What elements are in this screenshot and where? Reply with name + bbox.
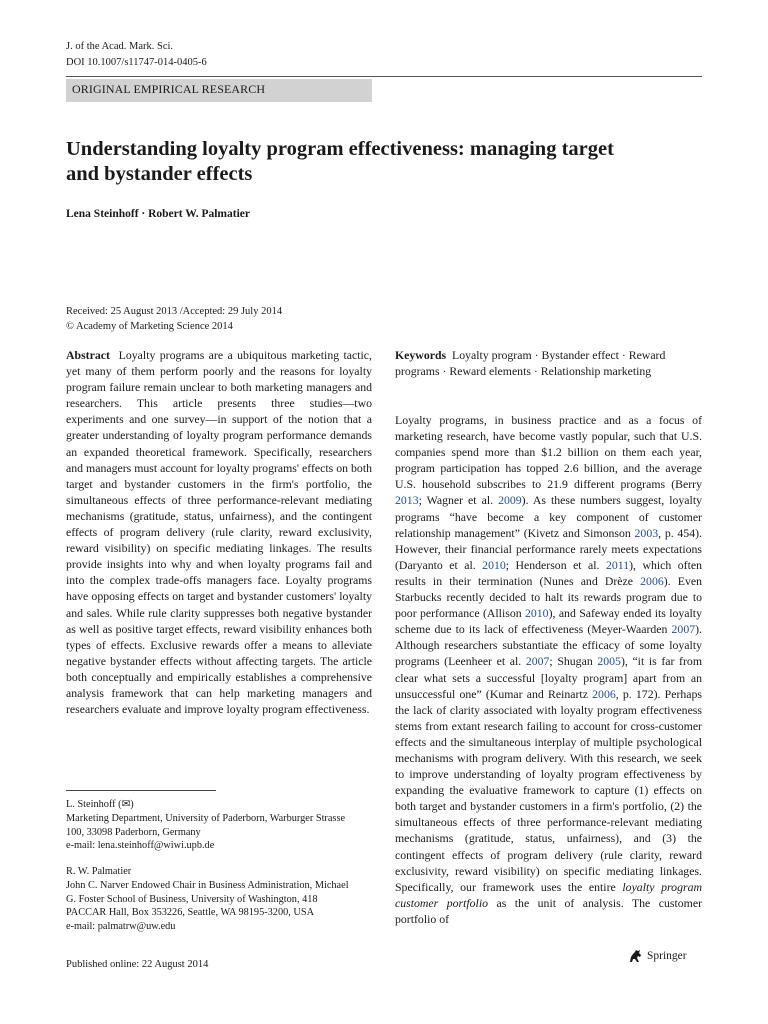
intro-text: ). Even Starbucks recently decided to halt its rewards program due to poor performance (Allison <box>395 573 702 621</box>
citation-link[interactable]: 2013 <box>395 493 419 508</box>
copyright-icon: © <box>66 321 74 332</box>
affiliation-steinhoff <box>66 798 345 853</box>
doi[interactable]: DOI 10.1007/s11747-014-0405-6 <box>66 57 207 68</box>
springer-horse-icon <box>628 949 644 963</box>
intro-text: ), which often results in their termination (Nunes and Drèze <box>395 557 702 588</box>
header-rule <box>66 76 702 77</box>
citation-link[interactable]: 2007 <box>525 654 550 669</box>
citation-link[interactable]: 2011 <box>605 557 630 572</box>
citation-link[interactable]: 2006 <box>640 573 664 588</box>
keywords-text: Loyalty program · Bystander effect · Reward programs · Reward elements · Relationship marketing <box>395 348 666 379</box>
intro-text: ; Henderson et al. <box>505 557 606 572</box>
citation-link[interactable]: 2005 <box>597 654 621 669</box>
section-label: ORIGINAL EMPIRICAL RESEARCH <box>66 79 372 102</box>
authors: Lena Steinhoff · Robert W. Palmatier <box>66 208 250 220</box>
publisher-name: Springer <box>647 950 687 962</box>
affil-line: Marketing Department, University of Paderborn, Warburger Strasse <box>66 812 346 824</box>
introduction <box>395 412 702 927</box>
intro-text: ), “it is far from clear what sets a successful [loyalty program] apart from an unsuccessful one” (Kumar and Reinartz <box>395 654 702 701</box>
abstract-label: Abstract <box>66 348 110 362</box>
affil-email[interactable]: e-mail: palmatrw@uw.edu <box>66 921 176 933</box>
affil-email[interactable]: e-mail: lena.steinhoff@wiwi.upb.de <box>66 840 215 852</box>
citation-link[interactable]: 2006 <box>592 686 616 701</box>
abstract <box>66 347 372 717</box>
affil-name: R. W. Palmatier <box>66 866 132 877</box>
intro-text: ), and Safeway ended its loyalty scheme due to its lack of effectiveness (Meyer-Waarden <box>395 606 702 637</box>
citation-link[interactable]: 2010 <box>524 606 549 621</box>
citation-link[interactable]: 2010 <box>482 557 506 572</box>
intro-text: ; Shugan <box>549 654 598 669</box>
citation-link[interactable]: 2003 <box>634 525 659 540</box>
intro-paragraph <box>395 412 702 927</box>
title-line-2: and bystander effects <box>66 163 253 185</box>
keywords <box>395 347 702 379</box>
intro-text: as the unit of analysis. The customer portfolio of <box>395 895 702 926</box>
journal-header <box>66 39 207 71</box>
intro-text: ; Wagner et al. <box>418 493 499 508</box>
footnote-rule <box>66 790 216 791</box>
affil-name: L. Steinhoff (✉) <box>66 799 134 810</box>
citation-link[interactable]: 2007 <box>671 622 696 637</box>
affil-line: 100, 33098 Paderborn, Germany <box>66 826 201 838</box>
title-line-1: Understanding loyalty program effectiveness: managing target <box>66 138 614 160</box>
paper-title <box>66 137 706 187</box>
intro-emphasis: loyalty program customer portfolio <box>395 879 702 910</box>
intro-text: ). Although researchers substantiate the efficacy of some loyalty programs (Leenheer et al. <box>395 622 702 669</box>
intro-text: , p. 172). Perhaps the lack of clarity associated with loyalty program effectiveness stems from extant research failing to account for cross-customer effects and the simultaneous interplay of multiple psychological mechanisms with program delivery. With this research, we seek to improve understanding of loyalty program effectiveness by expanding the evaluative framework to capture (1) effects on both target and bystander customers in a firm's portfolio, (2) the simultaneous effects of three performance-relevant mediating mechanisms (gratitude, status, unfairness), and (3) the contingent effects of program delivery (rule clarity, reward exclusivity, reward visibility) on specific mediating linkages. Specifically, our framework uses the entire <box>395 686 702 894</box>
citation-link[interactable]: 2009 <box>498 493 522 508</box>
intro-text: ). As these numbers suggest, loyalty programs “have become a key component of customer relationship management” (Kivetz and Simonson <box>395 493 702 540</box>
dates-block <box>66 304 282 334</box>
copyright <box>66 319 282 334</box>
publisher-logo <box>628 949 687 963</box>
affil-line: John C. Narver Endowed Chair in Business Administration, Michael <box>66 879 349 891</box>
copyright-text: Academy of Marketing Science 2014 <box>76 321 233 332</box>
journal-name: J. of the Acad. Mark. Sci. <box>66 41 174 52</box>
affiliation-palmatier <box>66 865 349 934</box>
affil-line: G. Foster School of Business, University of Washington, 418 <box>66 893 318 905</box>
intro-text: , p. 454). However, their financial performance rarely meets expectations (Daryanto et al. <box>395 525 702 572</box>
published-online: Published online: 22 August 2014 <box>66 959 209 970</box>
abstract-text: Loyalty programs are a ubiquitous marketing tactic, yet many of them perform poorly and the reasons for loyalty program failure remain unclear to both marketing managers and researchers. This article presents three studies—two experiments and one survey—in support of the notion that a greater understanding of loyalty program performance demands an expanded theoretical framework. Specifically, researchers and managers must account for loyalty programs' effects on both target and bystander customers in the firm's portfolio, the simultaneous effects of three performance-relevant mediating mechanisms (gratitude, status, unfairness), and the contingent effects of program delivery (rule clarity, reward exclusivity, reward visibility) on specific mediating linkages. The results provide insights into why and when loyalty programs fail and into the complex trade-offs managers face. Loyalty programs have opposing effects on target and bystander customers' loyalty and sales. While rule clarity suppresses both negative bystander as well as positive target effects, reward visibility enhances both types of effects. Exclusive rewards offer a means to alleviate negative bystander effects without affecting targets. The article both conceptually and empirically establishes a comprehensive analysis framework that can help marketing managers and researchers evaluate and improve loyalty program effectiveness. <box>66 348 372 717</box>
intro-text: Loyalty programs, in business practice and as a focus of marketing research, have become vastly popular, such that U.S. companies spend more than $1.2 billion on them each year, program participation has topped 2.6 billion, and the average U.S. household subscribes to 21.9 different programs (Berry <box>395 413 702 492</box>
affil-line: PACCAR Hall, Box 353226, Seattle, WA 98195-3200, USA <box>66 907 314 919</box>
received-dates: Received: 25 August 2013 /Accepted: 29 July 2014 <box>66 306 283 317</box>
keywords-label: Keywords <box>395 348 447 362</box>
